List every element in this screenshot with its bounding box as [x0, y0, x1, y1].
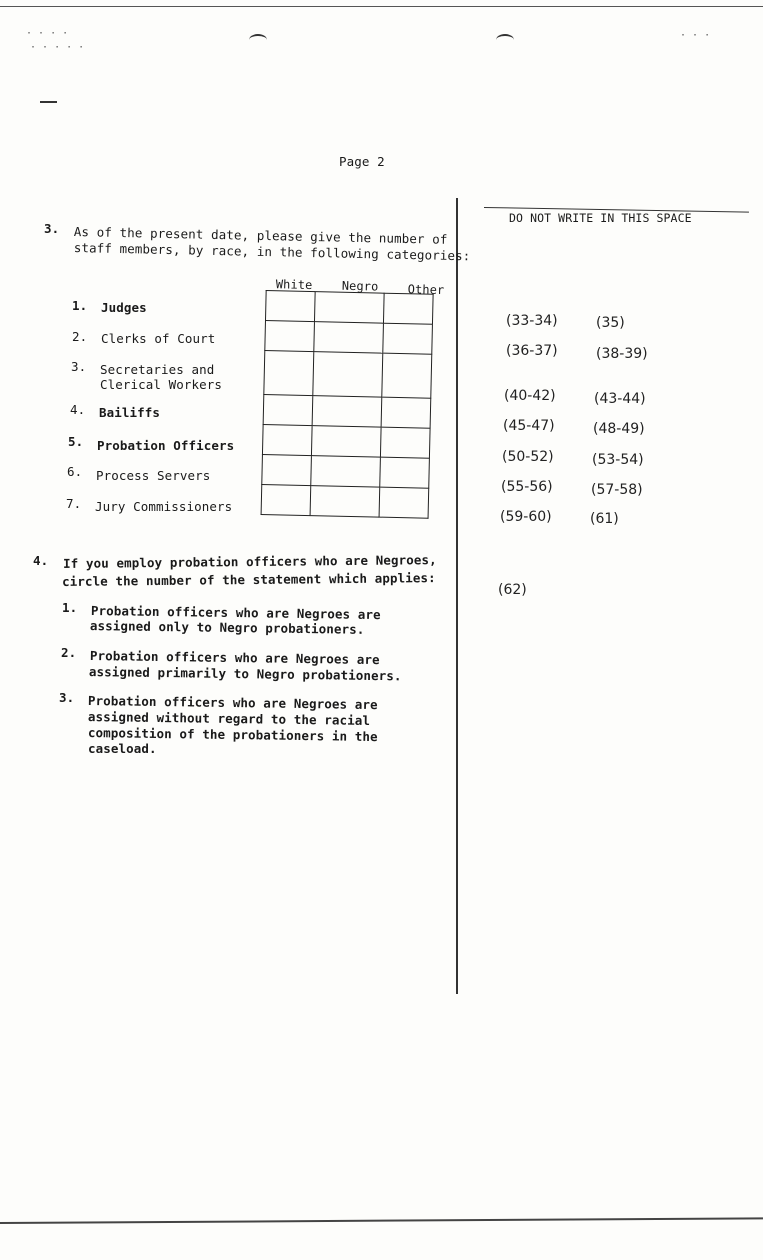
code-40-42: (40-42): [504, 388, 556, 404]
row-label-jury-commissioners: Jury Commissioners: [95, 499, 233, 514]
question-3-number: 3.: [44, 221, 60, 236]
code-35: (35): [596, 315, 625, 331]
code-59-60: (59-60): [500, 509, 552, 525]
row-label-bailiffs: Bailiffs: [99, 405, 161, 420]
cell-negro[interactable]: [314, 292, 384, 324]
question-4-text-line-1: If you employ probation officers who are Negroes,: [63, 552, 437, 571]
row-number-6: 6.: [67, 464, 83, 479]
cell-negro[interactable]: [312, 396, 382, 428]
question-4-text-line-2: circle the number of the statement which applies:: [62, 570, 436, 589]
question-3-text-line-2: staff members, by race, in the following categories:: [73, 240, 471, 264]
cell-white[interactable]: [265, 291, 315, 322]
binder-mark-right: [496, 34, 514, 46]
row-number-7: 7.: [66, 496, 82, 511]
row-number-2: 2.: [72, 329, 88, 344]
code-38-39: (38-39): [596, 346, 648, 362]
table-row-probation-officers: [262, 424, 430, 458]
option-3-line-2: assigned without regard to the racial: [87, 709, 371, 728]
bottom-edge-rule: [0, 1217, 763, 1224]
binder-mark-left: [249, 34, 267, 46]
table-row-secretaries: [264, 350, 432, 398]
cell-negro[interactable]: [311, 426, 381, 458]
staff-count-grid: [261, 276, 451, 519]
option-2-line-2: assigned primarily to Negro probationers.: [88, 664, 402, 684]
option-3-line-3: composition of the probationers in the: [87, 725, 378, 745]
option-1-number[interactable]: 1.: [62, 600, 78, 615]
cell-other[interactable]: [380, 427, 430, 458]
option-3-number[interactable]: 3.: [59, 690, 75, 705]
scan-specks-right: · · ·: [680, 30, 711, 41]
code-61: (61): [590, 511, 619, 527]
cell-negro[interactable]: [313, 352, 383, 398]
code-57-58: (57-58): [591, 482, 643, 498]
office-box-title: DO NOT WRITE IN THIS SPACE: [509, 211, 692, 225]
row-label-process-servers: Process Servers: [96, 468, 211, 483]
code-48-49: (48-49): [593, 421, 645, 437]
code-55-56: (55-56): [501, 479, 553, 495]
code-53-54: (53-54): [592, 452, 644, 468]
cell-white[interactable]: [265, 320, 315, 351]
top-edge-rule: [0, 6, 763, 7]
option-3-line-1: Probation officers who are Negroes are: [87, 693, 378, 713]
row-label-secretaries-line-1: Secretaries and: [100, 362, 215, 377]
cell-other[interactable]: [380, 457, 430, 488]
option-2-line-1: Probation officers who are Negroes are: [89, 648, 380, 668]
cell-white[interactable]: [261, 484, 311, 515]
option-3-line-4: caseload.: [88, 741, 157, 756]
row-label-probation-officers: Probation Officers: [97, 438, 235, 453]
cell-other[interactable]: [381, 397, 431, 428]
cell-negro[interactable]: [310, 486, 380, 518]
office-box-divider: [456, 198, 458, 994]
row-number-4: 4.: [70, 402, 86, 417]
scan-specks-left: · · · ·: [26, 28, 69, 39]
scan-specks-left-2: · · · · ·: [30, 42, 85, 53]
row-number-5: 5.: [68, 434, 84, 449]
question-4-number: 4.: [33, 553, 49, 568]
cell-white[interactable]: [264, 350, 314, 395]
cell-other[interactable]: [379, 487, 429, 518]
cell-other[interactable]: [382, 353, 432, 398]
table-row-clerks: [265, 320, 433, 354]
cell-negro[interactable]: [314, 322, 384, 354]
code-33-34: (33-34): [506, 313, 558, 329]
cell-negro[interactable]: [311, 456, 381, 488]
cell-white[interactable]: [263, 394, 313, 425]
row-label-judges: Judges: [101, 300, 147, 315]
option-2-number[interactable]: 2.: [61, 645, 77, 660]
cell-white[interactable]: [262, 424, 312, 455]
question-3-text-line-1: As of the present date, please give the number of: [73, 224, 448, 247]
table-row-jury-commissioners: [261, 484, 429, 518]
row-label-secretaries-line-2: Clerical Workers: [100, 377, 223, 392]
code-43-44: (43-44): [594, 391, 646, 407]
column-header-white: White: [275, 277, 313, 293]
option-1-line-2: assigned only to Negro probationers.: [89, 618, 365, 637]
table-row-process-servers: [262, 454, 430, 488]
cell-other[interactable]: [383, 293, 433, 324]
margin-dash: [40, 101, 57, 103]
column-header-negro: Negro: [341, 278, 379, 294]
row-number-1: 1.: [72, 298, 88, 313]
row-label-clerks: Clerks of Court: [101, 331, 216, 346]
page-label: Page 2: [339, 154, 385, 169]
count-table: [261, 290, 434, 519]
code-36-37: (36-37): [506, 343, 558, 359]
row-number-3: 3.: [71, 359, 87, 374]
option-1-line-1: Probation officers who are Negroes are: [90, 603, 381, 623]
table-row-bailiffs: [263, 394, 431, 428]
code-62: (62): [498, 582, 527, 598]
code-45-47: (45-47): [503, 418, 555, 434]
cell-white[interactable]: [262, 454, 312, 485]
cell-other[interactable]: [383, 323, 433, 354]
code-50-52: (50-52): [502, 449, 554, 465]
column-header-other: Other: [407, 282, 445, 298]
